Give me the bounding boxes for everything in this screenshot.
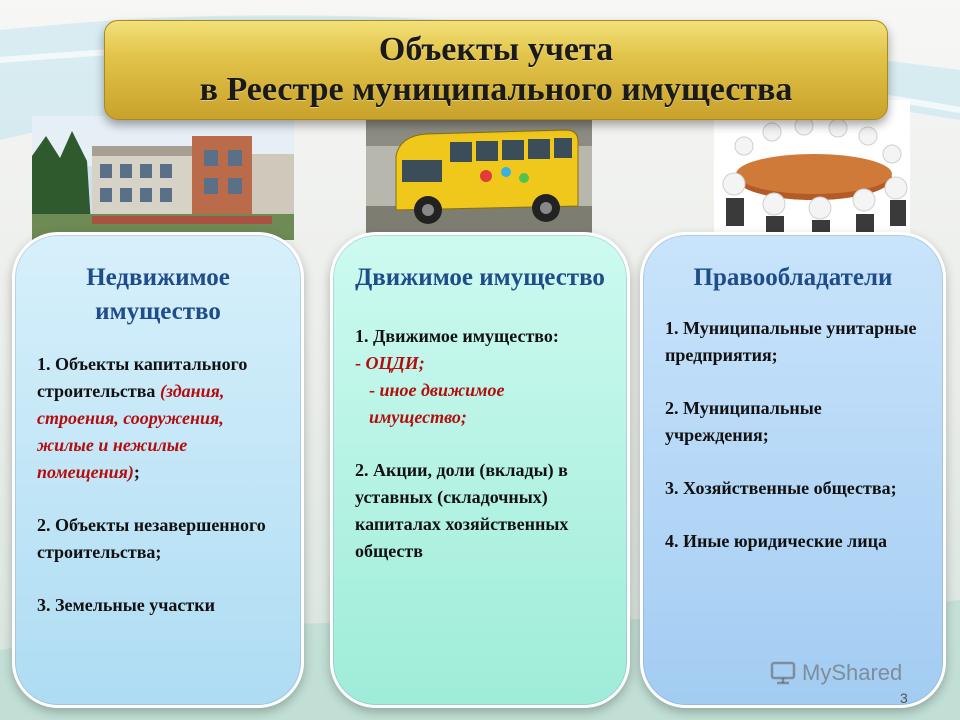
list-item: 4. Иные юридические лица	[665, 531, 887, 551]
card-heading: Движимое имущество	[355, 264, 605, 291]
item-subtext-value: ОЦДИ;	[365, 353, 425, 373]
list-item	[355, 323, 605, 431]
item-subtext-value: иное движимое имущество;	[369, 380, 505, 427]
item-subtext	[355, 350, 605, 377]
list-item: 1. Муниципальные унитарные предприятия;	[665, 318, 917, 365]
title-line-2: в Реестре муниципального имущества	[199, 71, 793, 108]
card-real-estate	[12, 232, 304, 708]
list-item: 2. Акции, доли (вклады) в уставных (складочных) капиталах хозяйственных обществ	[355, 460, 569, 561]
item-text: 1. Объекты капитального строительства	[37, 354, 248, 401]
list-item: 2. Объекты незавершенного строительства;	[37, 515, 266, 562]
item-subtext: (здания, строения, сооружения, жилые и нежилые помещения)	[37, 381, 225, 482]
card-items	[665, 315, 921, 555]
presentation-icon	[770, 661, 796, 685]
list-item	[37, 351, 279, 486]
list-item: 3. Земельные участки	[37, 595, 215, 615]
list-item: 2. Муниципальные учреждения;	[665, 398, 822, 445]
list-item: 3. Хозяйственные общества;	[665, 478, 897, 498]
page-number: 3	[900, 690, 908, 706]
item-text: 1. Движимое имущество:	[355, 326, 559, 346]
watermark-text: MyShared	[802, 660, 903, 685]
item-tail: ;	[133, 462, 140, 482]
watermark	[770, 658, 902, 688]
item-subtext	[355, 377, 605, 431]
building-photo	[32, 116, 294, 240]
bus-photo	[366, 106, 592, 234]
card-items	[37, 351, 279, 619]
card-heading: Правообладатели	[693, 264, 893, 291]
card-movable	[330, 232, 630, 708]
card-items	[355, 323, 605, 565]
title-line-1: Объекты учета	[378, 31, 614, 68]
dash: -	[355, 353, 361, 373]
card-heading: Недвижимое имущество	[86, 264, 230, 325]
card-holders	[640, 232, 946, 708]
meeting-photo	[714, 100, 910, 236]
title-banner	[104, 20, 888, 120]
dash: -	[369, 380, 375, 400]
